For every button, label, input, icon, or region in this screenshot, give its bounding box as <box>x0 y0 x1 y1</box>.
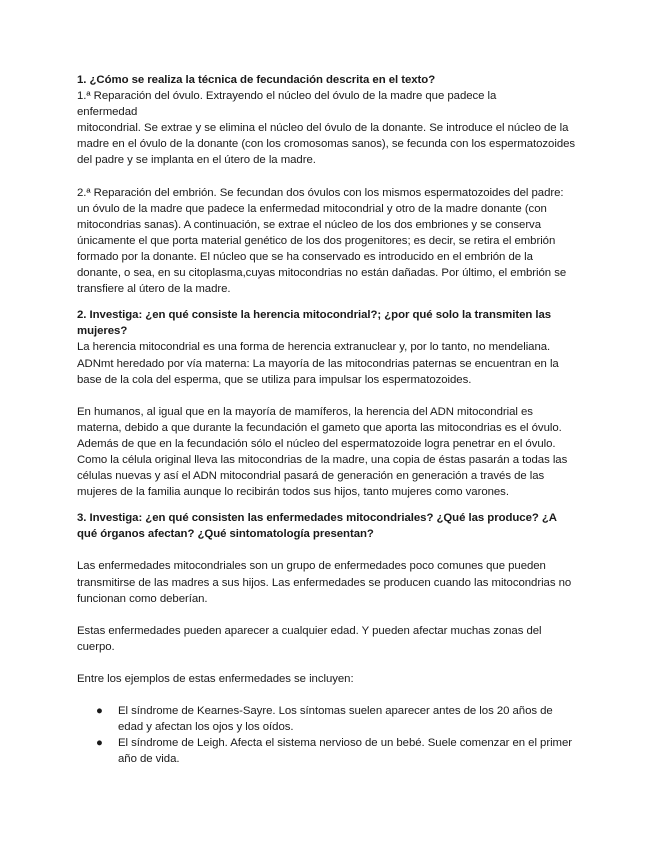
list-item <box>77 703 579 735</box>
answer-3-paragraph-1: Las enfermedades mitocondriales son un grupo de enfermedades poco comunes que pueden transmitirse de las madres a sus hijos. Las enfermedades se producen cuando las mitocondrias no funcionan como deberían. <box>77 560 572 605</box>
question-3-heading: 3. Investiga: ¿en qué consisten las enfermedades mitocondriales? ¿Qué las produce? ¿A qué órganos afectan? ¿Qué sintomatología presentan? <box>77 512 557 541</box>
answer-1-step-1-line-2: enfermedad <box>77 106 138 119</box>
list-item <box>77 735 579 767</box>
answer-2-paragraph-2: En humanos, al igual que en la mayoría de mamíferos, la herencia del ADN mitocondrial es materna, debido a que durante la fecundación el gameto que aporta las mitocondrias es el óvulo. Además de que en la fecundación sólo el núcleo del espermatozoide logra penetrar en el óvulo. Como la célula original lleva las mitocondrias de la madre, una copia de éstas pasarán a todas las células nuevas y así el ADN mitocondrial pasará de generación en generación a través de las mujeres de la familia aunque lo recibirán todos sus hijos, tanto mujeres como varones. <box>77 405 568 499</box>
list-item-text: El síndrome de Kearnes-Sayre. Los síntomas suelen aparecer antes de los 20 años de edad y afectan los ojos y los oídos. <box>118 705 553 734</box>
answer-3-paragraph-3: Entre los ejemplos de estas enfermedades se incluyen: <box>77 672 354 685</box>
answer-1-step-1-continued: mitocondrial. Se extrae y se elimina el núcleo del óvulo de la donante. Se introduce el núcleo de la madre en el óvulo de la donante (con los cromosomas sanos), se fecunda con los espermatozoides del padre y se implanta en el útero de la madre. <box>77 122 576 167</box>
answer-1-step-2: 2.ª Reparación del embrión. Se fecundan dos óvulos con los mismos espermatozoides del padre: un óvulo de la madre que padece la enfermedad mitocondrial y otro de la madre donante (con mitocondrias sanas). A continuación, se extrae el núcleo de los dos embriones y se conserva únicamente el que porta material genético de los dos progenitores; es decir, se retira el embrión formado por la donante. El núcleo que se ha conservado es introducido en el embrión de la donante, o sea, en su citoplasma,cuyas mitocondrias no están dañadas. Por último, el embrión se transfiere al útero de la madre. <box>77 186 567 296</box>
question-2-heading: 2. Investiga: ¿en qué consiste la herencia mitocondrial?; ¿por qué solo la transmiten las mujeres? <box>77 309 552 338</box>
answer-3-paragraph-2: Estas enfermedades pueden aparecer a cualquier edad. Y pueden afectar muchas zonas del cuerpo. <box>77 624 542 653</box>
bullet-icon: ● <box>96 737 103 750</box>
document-page <box>77 72 579 767</box>
bullet-icon: ● <box>96 705 103 717</box>
answer-1-step-1-line-1: 1.ª Reparación del óvulo. Extrayendo el núcleo del óvulo de la madre que padece la <box>77 90 497 103</box>
answer-2-paragraph-1: La herencia mitocondrial es una forma de herencia extranuclear y, por lo tanto, no mendeliana. ADNmt heredado por vía materna: La mayoría de las mitocondrias paternas se encuentran en la base de la cola del esperma, que se utiliza para impulsar los espermatozoides. <box>77 341 559 386</box>
question-1-heading: 1. ¿Cómo se realiza la técnica de fecundación descrita en el texto? <box>77 74 436 86</box>
disease-examples-list <box>77 703 579 767</box>
list-item-text: El síndrome de Leigh. Afecta el sistema nervioso de un bebé. Suele comenzar en el primer año de vida. <box>118 737 573 766</box>
